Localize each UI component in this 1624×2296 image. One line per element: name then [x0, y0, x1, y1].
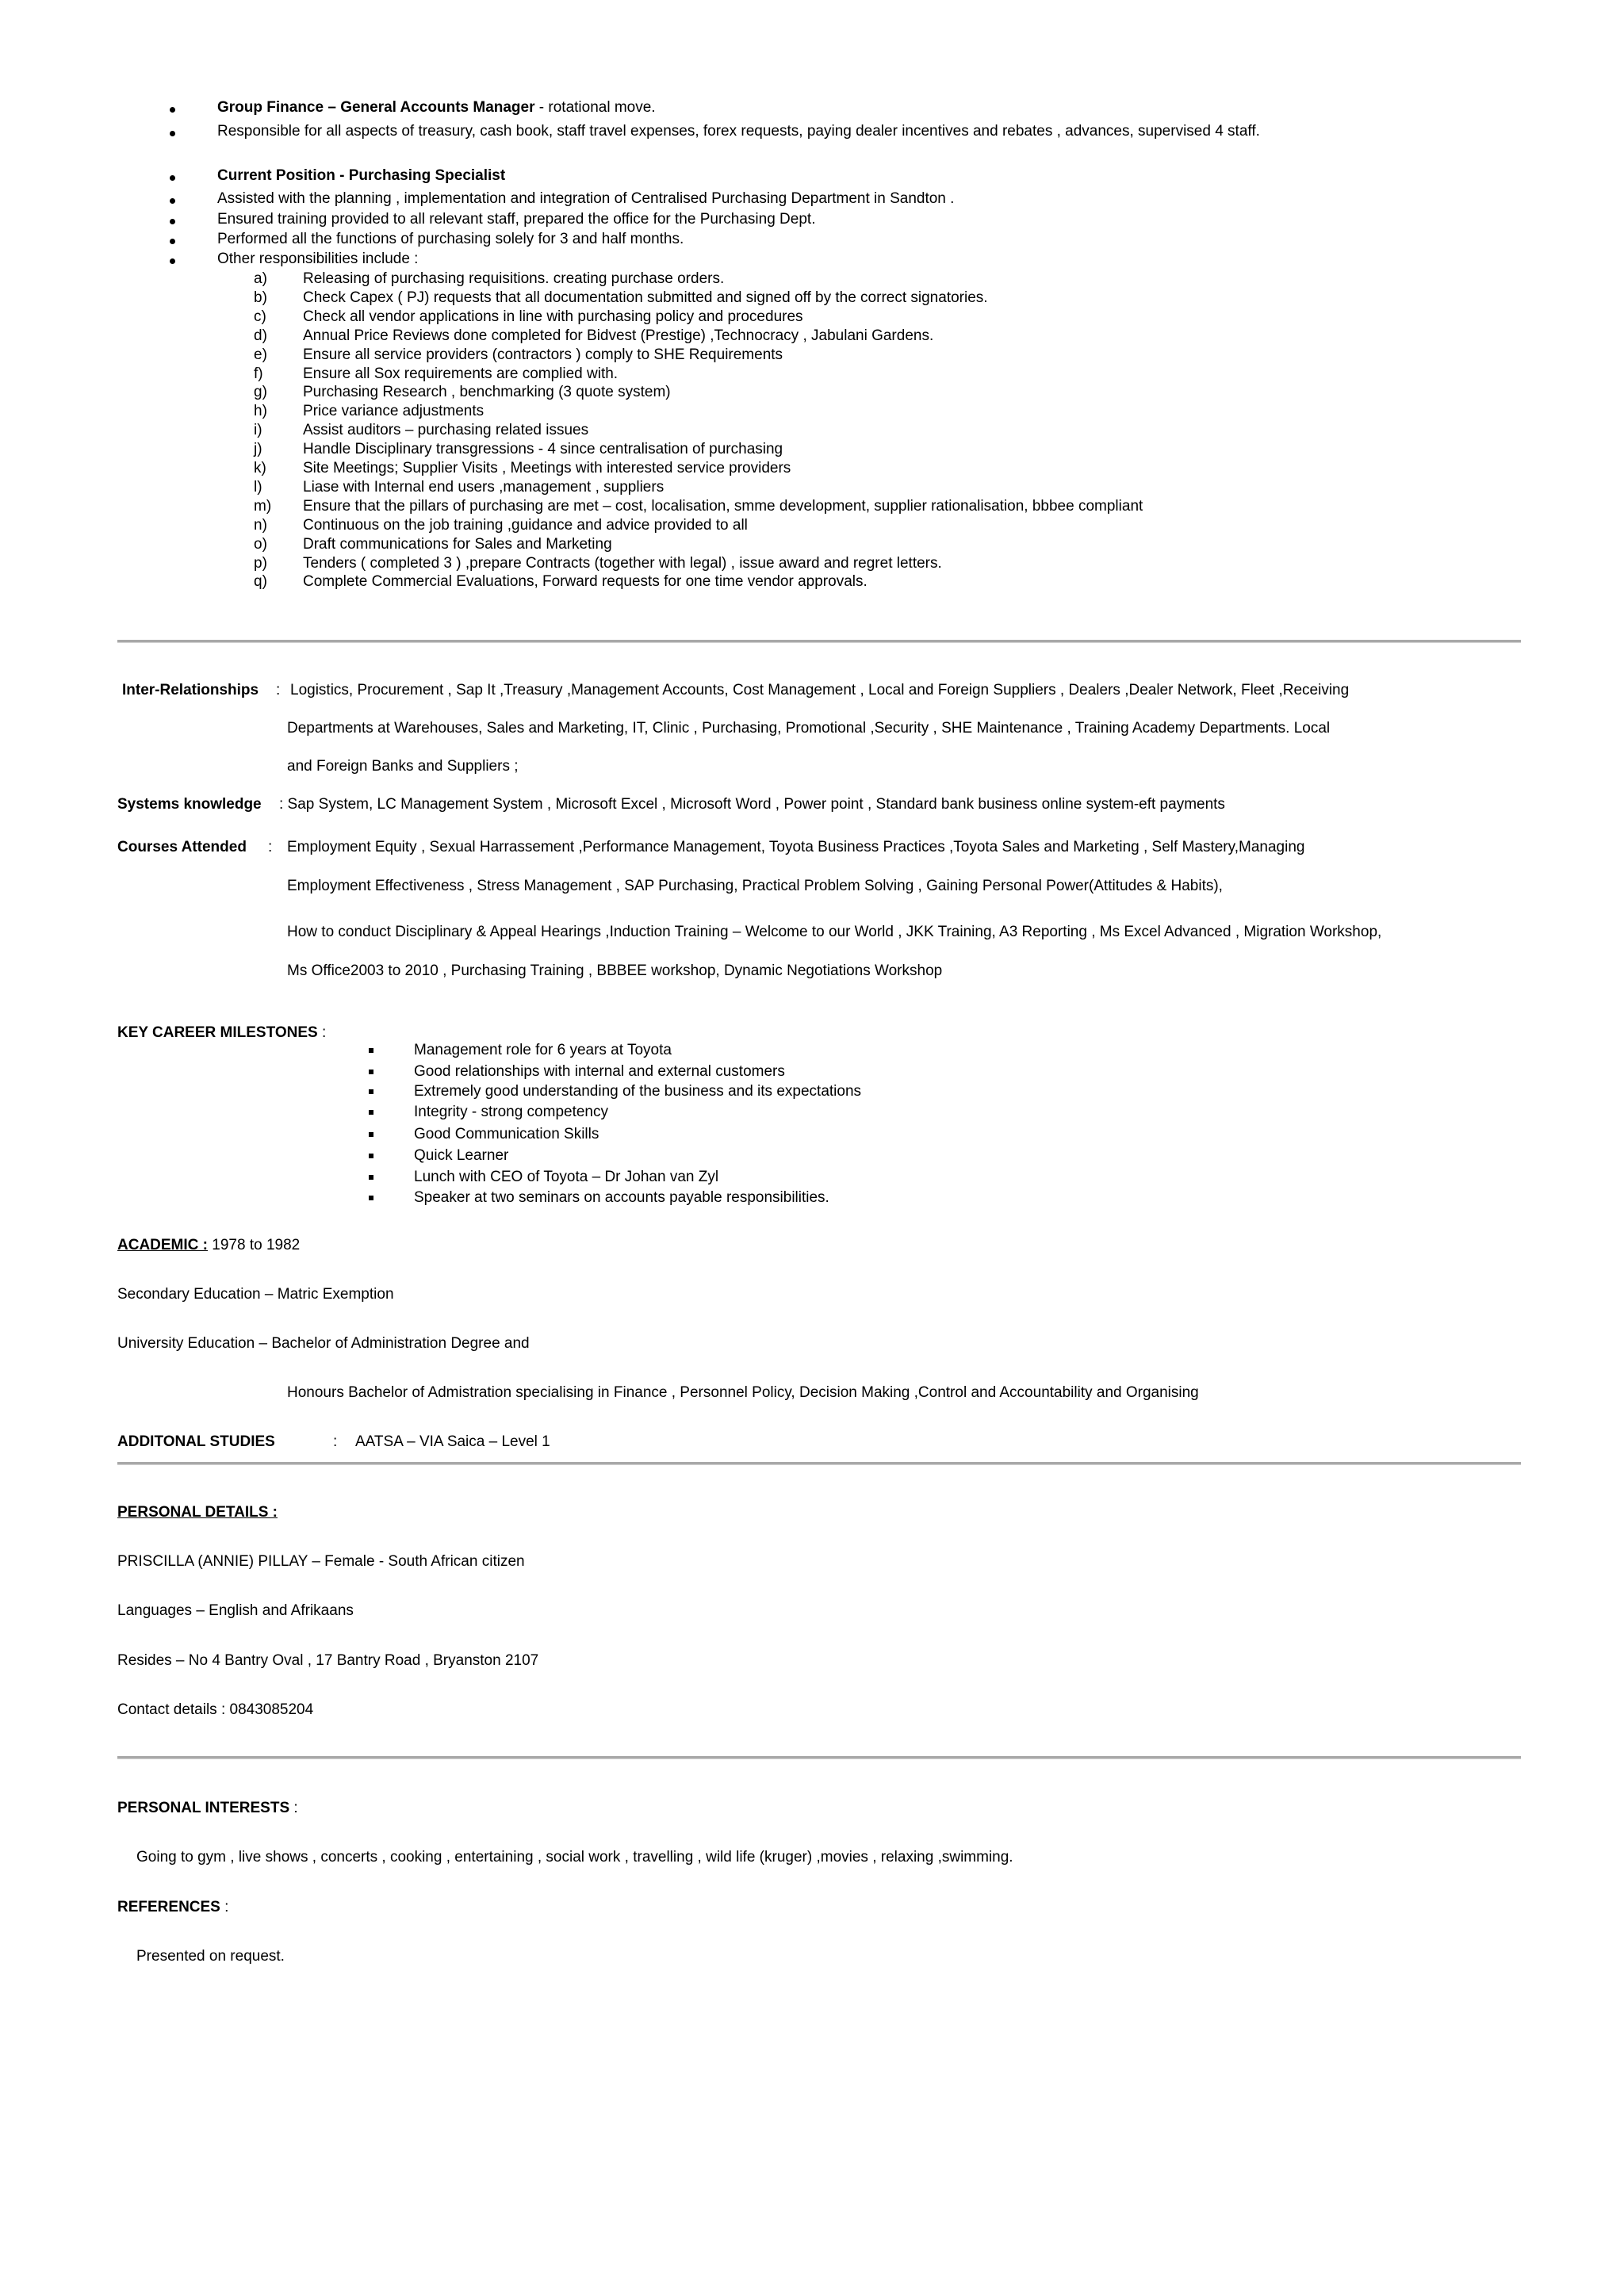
- bullet-other: [217, 251, 418, 268]
- label-sep: :: [321, 1024, 327, 1041]
- bullet-dot: [170, 107, 175, 113]
- courses-sep: :: [268, 839, 273, 855]
- bullet-dot: [170, 239, 175, 244]
- bullet-dot: [170, 219, 175, 224]
- bullet-dot: [170, 198, 175, 204]
- bullet-text: Responsible for all aspects of treasury, cash book, staff travel expenses, forex requests, paying dealer incentives and rebates , advances, supervised 4 staff.: [217, 123, 1260, 140]
- responsibility-letter: o): [254, 536, 267, 553]
- courses-line-4: Ms Office2003 to 2010 , Purchasing Training , BBBEE workshop, Dynamic Negotiations Workshop: [287, 962, 943, 979]
- responsibility-text: Check all vendor applications in line with purchasing policy and procedures: [303, 308, 803, 325]
- bullet-assisted: [217, 190, 954, 208]
- personal-address: Resides – No 4 Bantry Oval , 17 Bantry Road , Bryanston 2107: [117, 1652, 539, 1669]
- academic-years: 1978 to 1982: [208, 1237, 301, 1253]
- responsibility-letter: h): [254, 403, 267, 419]
- bullet-dot: [170, 175, 175, 181]
- personal-name: PRISCILLA (ANNIE) PILLAY – Female - South African citizen: [117, 1553, 525, 1570]
- milestone-bullet: [369, 1132, 373, 1137]
- responsibility-text: Check Capex ( PJ) requests that all documentation submitted and signed off by the correct signatories.: [303, 289, 988, 306]
- responsibility-text: Annual Price Reviews done completed for Bidvest (Prestige) ,Technocracy , Jabulani Gardens.: [303, 327, 934, 344]
- systems-knowledge-text: : Sap System, LC Management System , Microsoft Excel , Microsoft Word , Power point , Standard bank business online system-eft payments: [279, 796, 1225, 813]
- additional-studies-text: AATSA – VIA Saica – Level 1: [355, 1433, 550, 1450]
- courses-label: [117, 839, 247, 856]
- responsibility-text: Price variance adjustments: [303, 403, 485, 419]
- bullet-text: Ensured training provided to all relevant staff, prepared the office for the Purchasing Dept.: [217, 211, 816, 228]
- bullet-text: Other responsibilities include :: [217, 251, 419, 267]
- milestone-bullet: [369, 1154, 373, 1158]
- inter-line-3: and Foreign Banks and Suppliers ;: [287, 758, 519, 775]
- responsibility-letter: m): [254, 498, 272, 515]
- responsibility-letter: k): [254, 460, 266, 476]
- responsibility-letter: b): [254, 289, 267, 306]
- additional-studies-label: [117, 1433, 275, 1451]
- bullet-dot: [170, 131, 175, 136]
- responsibility-text: Complete Commercial Evaluations, Forward requests for one time vendor approvals.: [303, 573, 868, 590]
- academic-secondary: Secondary Education – Matric Exemption: [117, 1286, 394, 1303]
- section-divider: [117, 1756, 1521, 1759]
- inter-sep: :: [276, 682, 281, 698]
- inter-relationships-label: [122, 682, 259, 699]
- milestone-item: Management role for 6 years at Toyota: [414, 1042, 672, 1058]
- label-text: Systems knowledge: [117, 796, 262, 813]
- milestone-item: Integrity - strong competency: [414, 1104, 608, 1120]
- label-text: ACADEMIC :: [117, 1237, 208, 1253]
- responsibility-text: Handle Disciplinary transgressions - 4 since centralisation of purchasing: [303, 441, 783, 457]
- bullet-title: Group Finance – General Accounts Manager: [217, 99, 535, 116]
- bullet-title: Current Position - Purchasing Specialist: [217, 167, 506, 184]
- responsibility-text: Draft communications for Sales and Marketing: [303, 536, 612, 553]
- responsibility-letter: l): [254, 479, 262, 496]
- personal-languages: Languages – English and Afrikaans: [117, 1602, 354, 1619]
- bullet-current-position: [217, 167, 505, 185]
- milestone-bullet: [369, 1048, 373, 1053]
- responsibility-text: Site Meetings; Supplier Visits , Meetings with interested service providers: [303, 460, 791, 476]
- bullet-responsible: [217, 123, 1260, 140]
- responsibility-letter: a): [254, 270, 267, 287]
- academic-heading: [117, 1237, 300, 1254]
- milestone-bullet: [369, 1089, 373, 1094]
- responsibility-text: Releasing of purchasing requisitions. creating purchase orders.: [303, 270, 725, 287]
- academic-university: University Education – Bachelor of Administration Degree and: [117, 1335, 530, 1352]
- courses-line-1: Employment Equity , Sexual Harrassement ,Performance Management, Toyota Business Practices ,Toyota Sales and Marketing , Self Mastery,Managing: [287, 839, 1305, 855]
- label-text: PERSONAL DETAILS :: [117, 1504, 278, 1521]
- systems-knowledge-label: [117, 796, 262, 813]
- additional-sep: :: [333, 1433, 338, 1450]
- inter-line-2: Departments at Warehouses, Sales and Marketing, IT, Clinic , Purchasing, Promotional ,Security , SHE Maintenance , Training Academy Departments. Local: [287, 720, 1331, 737]
- milestone-bullet: [369, 1196, 373, 1200]
- responsibility-text: Ensure all service providers (contractors ) comply to SHE Requirements: [303, 346, 783, 363]
- personal-details-heading: [117, 1504, 278, 1521]
- bullet-text: Assisted with the planning , implementation and integration of Centralised Purchasing Department in Sandton .: [217, 190, 955, 207]
- responsibility-letter: f): [254, 365, 263, 382]
- label-text: ADDITONAL STUDIES: [117, 1433, 275, 1450]
- milestone-item: Extremely good understanding of the business and its expectations: [414, 1083, 862, 1100]
- responsibility-text: Purchasing Research , benchmarking (3 quote system): [303, 384, 671, 400]
- inter-line-1: Logistics, Procurement , Sap It ,Treasury ,Management Accounts, Cost Management , Local and Foreign Suppliers , Dealers ,Dealer Network, Fleet ,Receiving: [290, 682, 1350, 698]
- references-label: [117, 1899, 228, 1916]
- personal-contact: Contact details : 0843085204: [117, 1701, 314, 1718]
- responsibility-text: Liase with Internal end users ,management , suppliers: [303, 479, 665, 496]
- milestone-item: Quick Learner: [414, 1147, 509, 1164]
- bullet-performed: [217, 231, 684, 248]
- milestone-bullet: [369, 1110, 373, 1115]
- milestone-item: Good Communication Skills: [414, 1126, 599, 1142]
- responsibility-letter: e): [254, 346, 267, 363]
- references-text: Presented on request.: [136, 1948, 285, 1965]
- milestone-item: Lunch with CEO of Toyota – Dr Johan van Zyl: [414, 1169, 719, 1185]
- bullet-text: Performed all the functions of purchasing solely for 3 and half months.: [217, 231, 684, 247]
- milestone-bullet: [369, 1175, 373, 1180]
- personal-interests-label: [117, 1800, 298, 1817]
- milestone-item: Speaker at two seminars on accounts payable responsibilities.: [414, 1189, 829, 1206]
- bullet-ensured: [217, 211, 815, 228]
- responsibility-text: Tenders ( completed 3 ) ,prepare Contracts (together with legal) , issue award and regret letters.: [303, 555, 942, 572]
- section-divider: [117, 640, 1521, 643]
- milestones-label: [117, 1024, 326, 1042]
- bullet-group-finance: [217, 99, 656, 117]
- section-divider: [117, 1462, 1521, 1465]
- milestone-item: Good relationships with internal and external customers: [414, 1063, 785, 1080]
- personal-interests-text: Going to gym , live shows , concerts , cooking , entertaining , social work , travelling , wild life (kruger) ,movies , relaxing ,swimming.: [136, 1849, 1013, 1866]
- label-sep: :: [220, 1899, 229, 1915]
- bullet-text: - rotational move.: [534, 99, 656, 116]
- responsibility-letter: g): [254, 384, 267, 400]
- responsibility-letter: c): [254, 308, 266, 325]
- label-sep: :: [289, 1800, 298, 1816]
- label-text: Inter-Relationships: [122, 682, 259, 698]
- milestone-bullet: [369, 1070, 373, 1074]
- label-text: Courses Attended: [117, 839, 247, 855]
- responsibility-text: Assist auditors – purchasing related issues: [303, 422, 589, 438]
- academic-honours: Honours Bachelor of Admistration specialising in Finance , Personnel Policy, Decision Making ,Control and Accountability and Organising: [287, 1384, 1199, 1401]
- responsibility-text: Ensure that the pillars of purchasing are met – cost, localisation, smme development, supplier rationalisation, bbbee compliant: [303, 498, 1143, 515]
- responsibility-letter: d): [254, 327, 267, 344]
- bullet-dot: [170, 258, 175, 264]
- label-text: KEY CAREER MILESTONES: [117, 1024, 318, 1041]
- courses-line-2: Employment Effectiveness , Stress Management , SAP Purchasing, Practical Problem Solving , Gaining Personal Power(Attitudes & Habits),: [287, 878, 1223, 894]
- label-text: PERSONAL INTERESTS: [117, 1800, 290, 1816]
- responsibility-text: Ensure all Sox requirements are complied with.: [303, 365, 619, 382]
- courses-line-3: How to conduct Disciplinary & Appeal Hearings ,Induction Training – Welcome to our World , JKK Training, A3 Reporting , Ms Excel Advanced , Migration Workshop,: [287, 924, 1382, 940]
- responsibility-letter: n): [254, 517, 267, 534]
- responsibility-letter: j): [254, 441, 262, 457]
- responsibility-text: Continuous on the job training ,guidance and advice provided to all: [303, 517, 748, 534]
- label-text: REFERENCES: [117, 1899, 220, 1915]
- responsibility-letter: i): [254, 422, 262, 438]
- responsibility-letter: p): [254, 555, 267, 572]
- responsibility-letter: q): [254, 573, 267, 590]
